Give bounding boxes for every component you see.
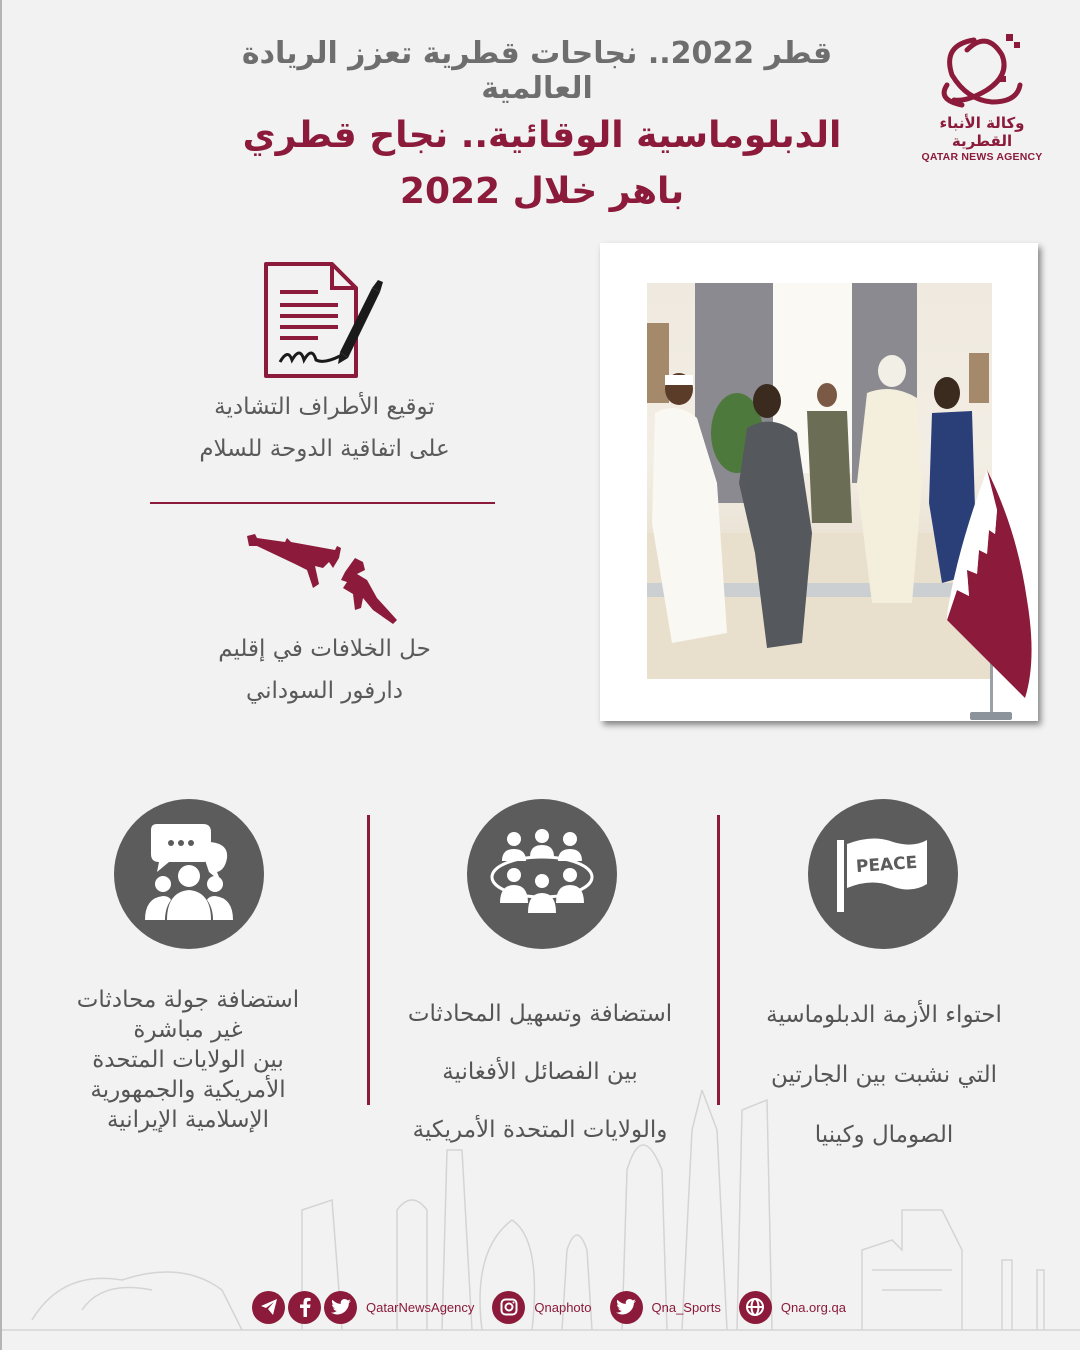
- page-title: [202, 108, 882, 220]
- handshake-meeting-photo: [647, 283, 992, 679]
- column-divider-left: [367, 815, 370, 1105]
- twitter-handle-qatarnewsagency[interactable]: QatarNewsAgency: [366, 1299, 475, 1315]
- left-item-signing-line2: على اتفاقية الدوحة للسلام: [199, 436, 450, 462]
- svg-text:PEACE: PEACE: [855, 852, 918, 878]
- left-item-signing-line1: توقيع الأطراف التشادية: [214, 394, 435, 420]
- us-iran-talks-line1: استضافة جولة محادثات: [76, 987, 300, 1013]
- column-divider-right: [717, 815, 720, 1105]
- left-item-darfur: [152, 628, 497, 712]
- logo-arabic-name: وكالة الأنباء القطرية: [939, 114, 1025, 150]
- page-title-line2: باهر خلال 2022: [399, 171, 685, 212]
- page-title-line1: الدبلوماسية الوقائية.. نجاح قطري: [242, 115, 842, 156]
- us-iran-talks-line4: الأمريكية والجمهورية: [90, 1077, 286, 1103]
- left-item-darfur-line2: دارفور السوداني: [245, 678, 404, 704]
- left-item-signing: [152, 386, 497, 470]
- qna-logo-emblem-icon: [932, 30, 1032, 110]
- somalia-kenya-line1: احتواء الأزمة الدبلوماسية: [766, 1002, 1002, 1028]
- flag-base: [970, 712, 1012, 720]
- page-supertitle: قطر 2022.. نجاحات قطرية تعزز الريادة العالمية: [241, 36, 833, 106]
- qna-logo: [907, 30, 1057, 163]
- afghan-talks-line1: استضافة وتسهيل المحادثات: [407, 1001, 673, 1027]
- facebook-icon[interactable]: [288, 1291, 321, 1324]
- left-divider: [150, 502, 495, 504]
- qatar-flag-icon: [947, 470, 1037, 700]
- social-footer: [252, 1290, 864, 1324]
- bottom-item-afghan-talks: [380, 985, 700, 1159]
- instagram-icon[interactable]: [492, 1291, 525, 1324]
- telegram-icon[interactable]: [252, 1291, 285, 1324]
- somalia-kenya-line2: التي نشبت بين الجارتين: [771, 1062, 997, 1088]
- instagram-handle-qnaphoto[interactable]: Qnaphoto: [534, 1299, 592, 1315]
- peace-flag-icon: [808, 799, 958, 949]
- logo-english-name: QATAR NEWS AGENCY: [921, 151, 1043, 163]
- us-iran-talks-line5: الإسلامية الإيرانية: [106, 1107, 270, 1133]
- twitter-icon[interactable]: [324, 1291, 357, 1324]
- broken-rifle-icon: [245, 528, 405, 632]
- afghan-talks-line2: بين الفصائل الأفغانية: [442, 1059, 638, 1085]
- left-item-darfur-line1: حل الخلافات في إقليم: [218, 636, 431, 662]
- group-chat-icon: [114, 799, 264, 949]
- afghan-talks-line3: والولايات المتحدة الأمريكية: [412, 1117, 668, 1143]
- twitter-icon[interactable]: [610, 1291, 643, 1324]
- us-iran-talks-line2: غير مباشرة: [133, 1017, 243, 1043]
- bottom-item-us-iran-talks: [28, 985, 348, 1135]
- globe-icon[interactable]: [739, 1291, 772, 1324]
- document-signing-icon: [260, 260, 385, 386]
- bottom-item-somalia-kenya: [724, 985, 1044, 1165]
- somalia-kenya-line3: الصومال وكينيا: [814, 1122, 954, 1148]
- us-iran-talks-line3: بين الولايات المتحدة: [92, 1047, 284, 1073]
- round-table-meeting-icon: [467, 799, 617, 949]
- twitter-handle-qna-sports[interactable]: Qna_Sports: [651, 1299, 721, 1315]
- website-link[interactable]: Qna.org.qa: [780, 1299, 846, 1315]
